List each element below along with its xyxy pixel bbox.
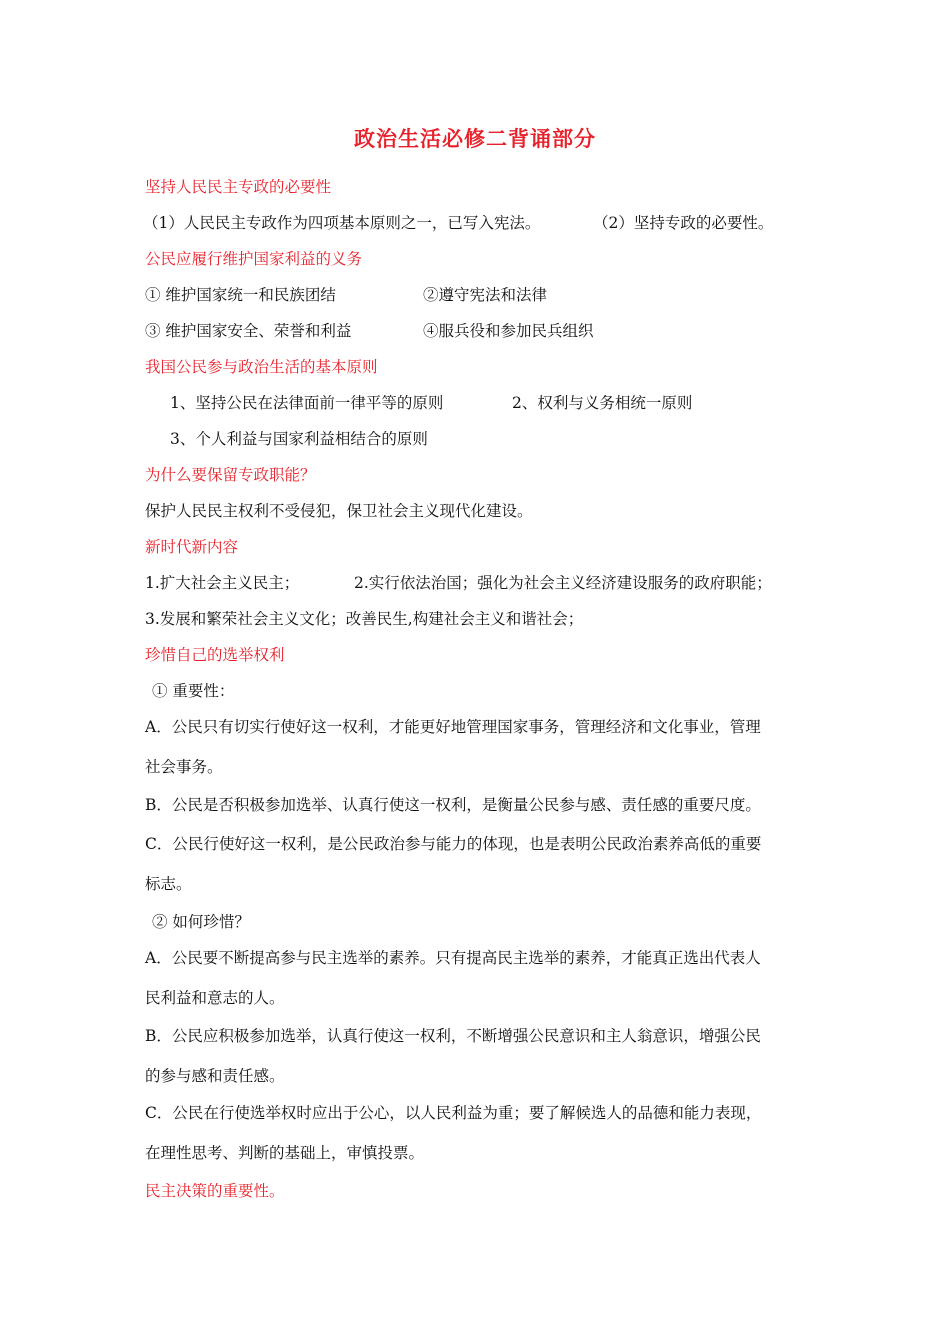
paragraph: C．公民行使好这一权利，是公民政治参与能力的体现，也是表明公民政治素养高低的重要 (145, 835, 762, 853)
list-item: 1、坚持公民在法律面前一律平等的原则 (170, 394, 444, 412)
section-heading: 新时代新内容 (145, 538, 239, 556)
sub-heading: ① 重要性： (152, 682, 235, 700)
section-heading: 公民应履行维护国家利益的义务 (145, 250, 363, 268)
sub-heading: ② 如何珍惜？ (152, 913, 250, 931)
list-item: ③ 维护国家安全、荣誉和利益 (145, 322, 352, 340)
section-heading: 坚持人民民主专政的必要性 (145, 178, 332, 196)
paragraph: 保护人民民主权利不受侵犯，保卫社会主义现代化建设。 (145, 502, 533, 520)
list-item: ②遵守宪法和法律 (423, 286, 548, 304)
paragraph: （1）人民民主专政作为四项基本原则之一，已写入宪法。 (143, 214, 541, 232)
section-heading: 民主决策的重要性。 (145, 1182, 285, 1200)
list-item: ④服兵役和参加民兵组织 (423, 322, 594, 340)
paragraph: 标志。 (145, 875, 192, 893)
paragraph: 在理性思考、判断的基础上，审慎投票。 (145, 1144, 425, 1162)
section-heading: 珍惜自己的选举权利 (145, 646, 285, 664)
list-item: 2.实行依法治国；强化为社会主义经济建设服务的政府职能； (354, 574, 772, 592)
list-item: ① 维护国家统一和民族团结 (145, 286, 336, 304)
paragraph: A．公民要不断提高参与民主选举的素养。只有提高民主选举的素养，才能真正选出代表人 (145, 949, 761, 967)
section-heading: 我国公民参与政治生活的基本原则 (145, 358, 378, 376)
paragraph: B．公民应积极参加选举，认真行使这一权利，不断增强公民意识和主人翁意识，增强公民 (145, 1027, 761, 1045)
paragraph: C．公民在行使选举权时应出于公心，以人民利益为重；要了解候选人的品德和能力表现， (145, 1104, 762, 1122)
paragraph: 民利益和意志的人。 (145, 989, 285, 1007)
paragraph: B．公民是否积极参加选举、认真行使这一权利，是衡量公民参与感、责任感的重要尺度。 (145, 796, 761, 814)
paragraph: A．公民只有切实行使好这一权利，才能更好地管理国家事务，管理经济和文化事业，管理 (145, 718, 761, 736)
paragraph: 社会事务。 (145, 758, 223, 776)
page-title: 政治生活必修二背诵部分 (354, 126, 596, 151)
section-heading: 为什么要保留专政职能？ (145, 466, 316, 484)
list-item: 2、权利与义务相统一原则 (512, 394, 693, 412)
list-item: 3.发展和繁荣社会主义文化；改善民生,构建社会主义和谐社会； (145, 610, 584, 628)
paragraph: 的参与感和责任感。 (145, 1067, 285, 1085)
list-item: 3、个人利益与国家利益相结合的原则 (170, 430, 428, 448)
list-item: 1.扩大社会主义民主； (145, 574, 300, 592)
paragraph: （2）坚持专政的必要性。 (593, 214, 774, 232)
